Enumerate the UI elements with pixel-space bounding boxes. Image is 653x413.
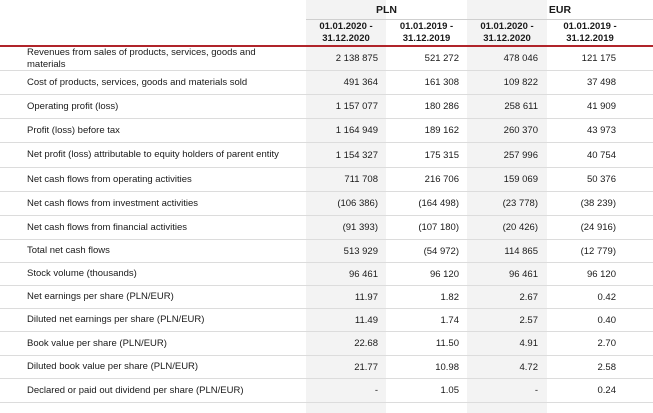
row-value: 180 286 [424,101,459,112]
row-value: 478 046 [503,53,538,64]
row-value: (12 779) [580,245,616,257]
table-row [0,240,653,263]
row-value: 22.68 [354,338,378,349]
row-label: Operating profit (loss) [27,100,119,112]
table-row [0,379,653,403]
row-label: Revenues from sales of products, services, goods and materials [27,46,256,70]
table-row [0,356,653,379]
period-end: 31.12.2020 [322,33,370,44]
row-value: 2.70 [597,338,616,349]
row-value: 161 308 [424,77,459,88]
row-value: (20 426) [502,222,538,233]
table-row [0,263,653,286]
row-value: 43 973 [586,125,616,136]
row-value: 0.40 [597,314,616,326]
table-row [0,309,653,332]
table-row [0,71,653,95]
period-end: 31.12.2020 [483,33,531,44]
row-label: Cost of products, services, goods and materials sold [27,76,248,88]
row-value: (38 239) [580,198,616,209]
currency-header-pln: PLN [306,0,467,20]
row-value: (54 972) [423,245,459,257]
period-header [386,20,467,46]
row-value: 4.91 [519,338,538,349]
row-label: Declared or paid out dividend per share (PLN/EUR) [27,384,244,396]
row-value: 121 175 [581,53,616,64]
row-value: 260 370 [503,125,538,136]
row-label: Diluted net earnings per share (PLN/EUR) [27,314,205,325]
row-value: 114 865 [504,245,538,257]
row-label: Profit (loss) before tax [27,124,120,136]
row-value: (91 393) [342,222,378,233]
row-label: Book value per share (PLN/EUR) [27,337,167,349]
row-value: (23 778) [502,198,538,209]
period-start: 01.01.2019 - [399,21,454,32]
period-end: 31.12.2019 [566,33,614,44]
row-value: 96 120 [429,268,459,280]
row-label: Net cash flows from financial activities [27,221,187,233]
row-value: 175 315 [424,149,459,161]
row-value: 521 272 [424,53,459,64]
row-value: 109 822 [503,77,538,88]
row-value: 40 754 [586,149,616,161]
row-value: 1 164 949 [335,125,378,136]
table-row [0,192,653,216]
row-value: 96 461 [508,268,538,280]
table-row [0,47,653,71]
row-value: 1.05 [440,385,459,396]
row-value: 50 376 [586,174,616,185]
row-value: 1 154 327 [335,149,378,161]
row-label: Net profit (loss) attributable to equity holders of parent entity [27,149,279,160]
row-value: 711 708 [344,174,378,185]
row-value: (107 180) [418,222,459,233]
table-row [0,168,653,192]
row-value: 2.58 [597,361,616,373]
row-label: Total net cash flows [27,245,110,256]
period-header [467,20,547,46]
row-value: 0.24 [597,385,616,396]
row-value: 21.77 [354,361,378,373]
row-value: 2 138 875 [335,53,378,64]
row-value: 1.74 [440,314,459,326]
row-value: 11.49 [354,314,378,326]
row-value: 1.82 [440,291,459,303]
row-label: Diluted book value per share (PLN/EUR) [27,361,199,372]
table-row [0,332,653,356]
row-value: 1 157 077 [335,101,378,112]
table-row [0,286,653,309]
row-value: (164 498) [418,198,459,209]
row-label: Net cash flows from operating activities [27,173,192,185]
period-start: 01.01.2020 - [319,21,373,32]
row-value: 513 929 [343,245,378,257]
table-row [0,95,653,119]
row-value: 491 364 [343,77,378,88]
row-value: 257 996 [503,149,538,161]
row-value: 11.50 [435,338,459,349]
row-value: 96 120 [586,268,616,280]
row-value: 0.42 [597,291,616,303]
period-header [547,20,633,46]
row-value: 10.98 [435,361,459,373]
table-row [0,216,653,240]
table-row [0,119,653,143]
period-start: 01.01.2019 - [563,21,617,32]
period-start: 01.01.2020 - [480,21,534,32]
row-value: 41 909 [586,101,616,112]
table-row [0,143,653,168]
row-value: - [374,385,378,396]
row-value: 11.97 [354,291,378,303]
period-header [306,20,386,46]
row-value: 4.72 [519,361,538,373]
row-value: 2.57 [519,314,538,326]
row-value: (24 916) [580,222,616,233]
row-value: 258 611 [504,101,538,112]
row-label: Net cash flows from investment activities [27,197,199,209]
row-value: 96 461 [348,268,378,280]
row-label: Net earnings per share (PLN/EUR) [27,291,174,302]
period-end: 31.12.2019 [402,33,451,44]
row-value: 189 162 [424,125,459,136]
row-value: 216 706 [424,174,459,185]
row-value: - [534,385,538,396]
row-value: 159 069 [503,174,538,185]
currency-header-eur: EUR [467,0,653,20]
row-value: (106 386) [337,198,378,209]
row-label: Stock volume (thousands) [27,268,137,279]
row-value: 37 498 [586,77,616,88]
row-value: 2.67 [519,291,538,303]
